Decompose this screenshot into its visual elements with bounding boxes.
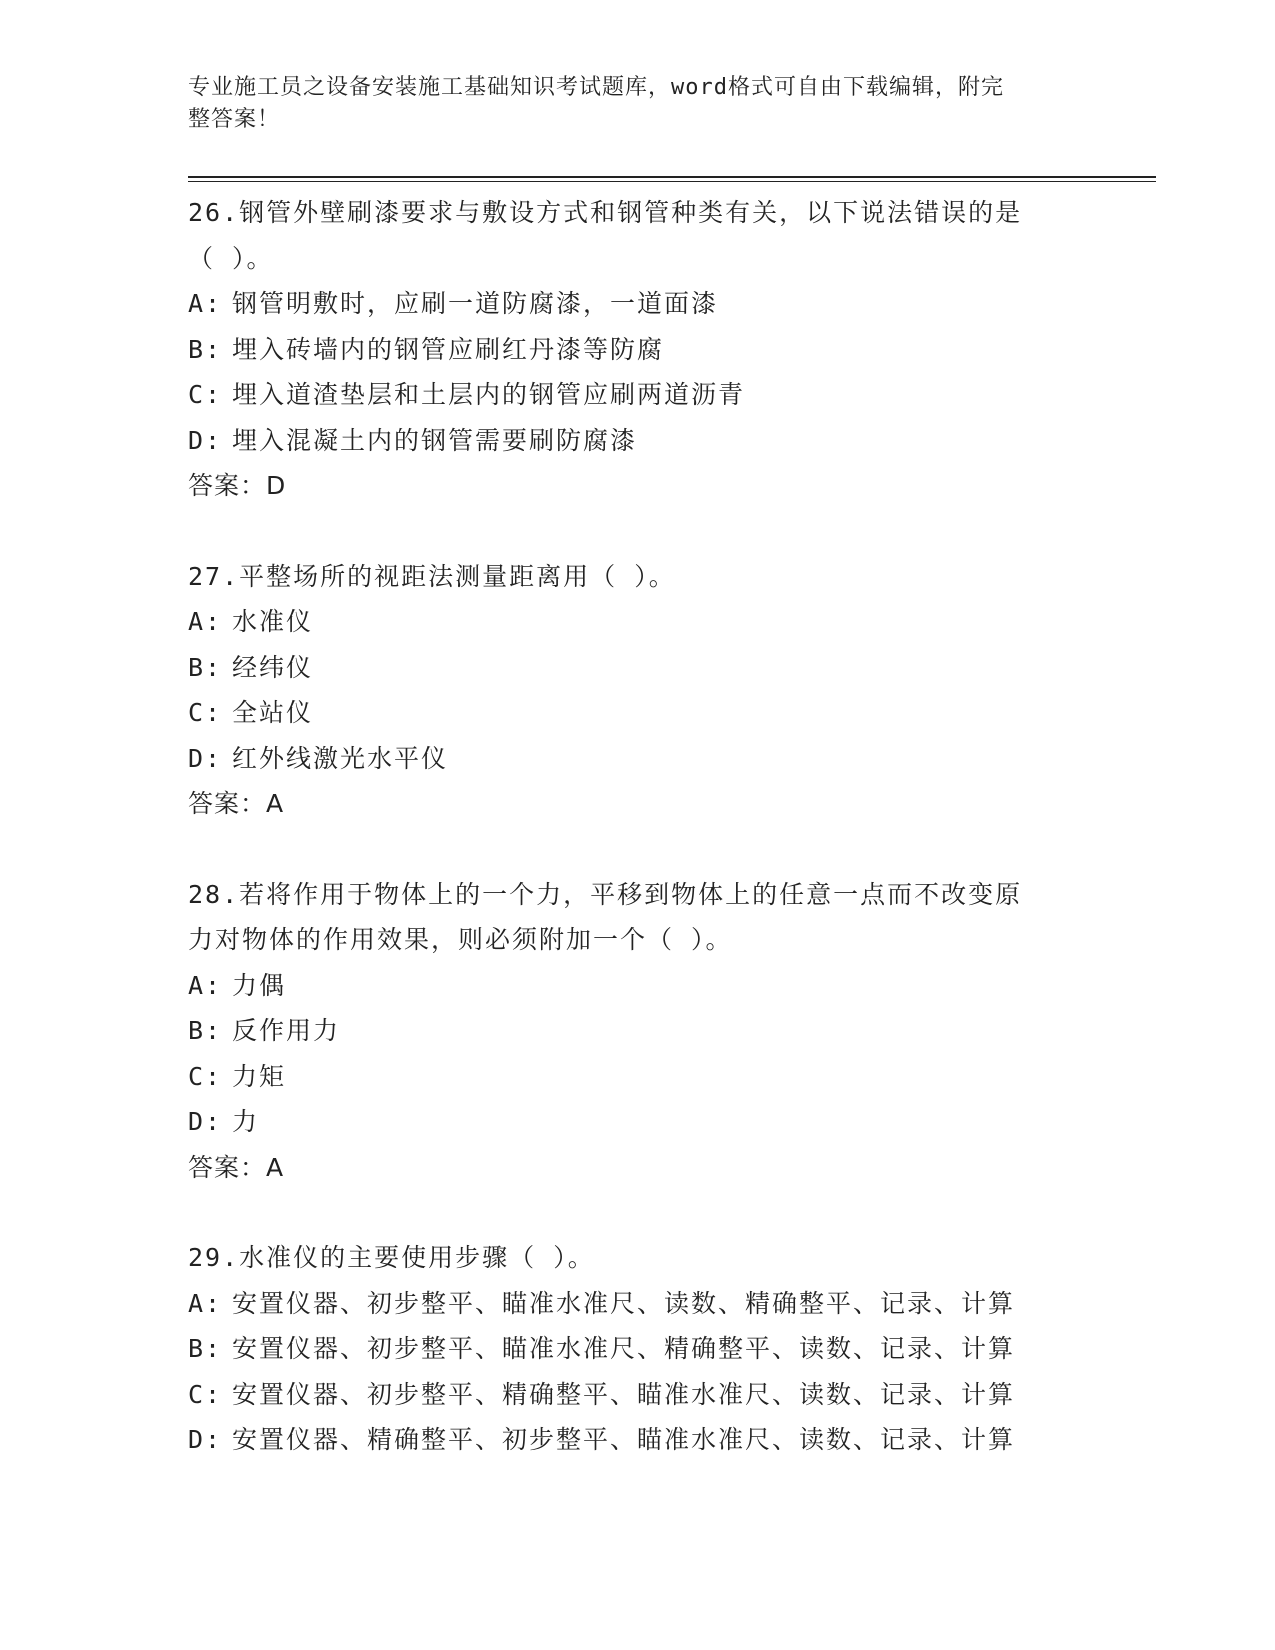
option-text: 钢管明敷时，应刷一道防腐漆，一道面漆 [232, 289, 719, 318]
option-text: 安置仪器、初步整平、瞄准水准尺、精确整平、读数、记录、计算 [232, 1334, 1016, 1363]
header-line-2: 整答案！ [188, 107, 281, 132]
option-text: 力矩 [232, 1061, 287, 1091]
option-text: 埋入道渣垫层和土层内的钢管应刷两道沥青 [232, 380, 746, 409]
option-b [188, 645, 1088, 691]
option-c [188, 1372, 1088, 1418]
question-29 [188, 1235, 1088, 1463]
option-a [188, 599, 1088, 645]
option-text: 水准仪 [232, 607, 314, 636]
option-letter: D: [188, 743, 223, 773]
option-d [188, 736, 1088, 782]
question-stem: 27.平整场所的视距法测量距离用（ ）。 [188, 561, 676, 591]
option-letter: C: [188, 698, 223, 727]
question-stem: 29.水准仪的主要使用步骤（ ）。 [188, 1243, 595, 1272]
option-letter: C: [188, 380, 223, 409]
option-a [188, 1281, 1088, 1327]
option-d [188, 1099, 1088, 1145]
option-letter: C: [188, 1061, 223, 1091]
question-stem: 28.若将作用于物体上的一个力，平移到物体上的任意一点而不改变原 [188, 879, 1023, 909]
option-letter: A: [188, 970, 223, 1000]
option-text: 经纬仪 [232, 652, 314, 682]
option-text: 红外线激光水平仪 [232, 743, 449, 773]
option-b [188, 1326, 1088, 1372]
header-line-1: 专业施工员之设备安装施工基础知识考试题库，word格式可自由下载编辑，附完 [188, 75, 1004, 100]
option-letter: B: [188, 334, 223, 364]
option-letter: A: [188, 289, 223, 318]
option-text: 埋入混凝土内的钢管需要刷防腐漆 [232, 425, 638, 455]
option-letter: A: [188, 607, 223, 636]
answer-line: 答案：A [188, 1152, 285, 1182]
question-spacer [188, 1190, 1088, 1235]
option-letter: D: [188, 425, 223, 455]
question-27 [188, 554, 1088, 827]
option-letter: A: [188, 1288, 223, 1318]
option-text: 安置仪器、精确整平、初步整平、瞄准水准尺、读数、记录、计算 [232, 1425, 1016, 1454]
option-b [188, 1008, 1088, 1054]
option-text: 埋入砖墙内的钢管应刷红丹漆等防腐 [232, 334, 665, 364]
option-text: 力偶 [232, 970, 287, 1000]
answer-line: 答案：D [188, 471, 287, 500]
question-26 [188, 190, 1088, 509]
option-letter: B: [188, 1334, 223, 1363]
answer-line: 答案：A [188, 789, 285, 818]
header-divider [188, 176, 1156, 182]
option-text: 安置仪器、初步整平、瞄准水准尺、读数、精确整平、记录、计算 [232, 1288, 1016, 1318]
option-c [188, 372, 1088, 418]
option-letter: D: [188, 1425, 223, 1454]
option-letter: C: [188, 1379, 223, 1409]
option-text: 反作用力 [232, 1016, 341, 1045]
option-letter: D: [188, 1107, 223, 1136]
question-stem-continued: （ ）。 [188, 243, 274, 273]
question-spacer [188, 509, 1088, 554]
option-c [188, 1054, 1088, 1100]
option-letter: B: [188, 652, 223, 682]
question-stem: 26.钢管外壁刷漆要求与敷设方式和钢管种类有关，以下说法错误的是 [188, 198, 1023, 227]
option-a [188, 963, 1088, 1009]
option-text: 全站仪 [232, 698, 314, 727]
option-text: 力 [232, 1107, 260, 1136]
question-stem-continued: 力对物体的作用效果，则必须附加一个（ ）。 [188, 925, 733, 954]
option-text: 安置仪器、初步整平、精确整平、瞄准水准尺、读数、记录、计算 [232, 1379, 1016, 1409]
option-letter: B: [188, 1016, 223, 1045]
option-d [188, 1417, 1088, 1463]
option-d [188, 418, 1088, 464]
question-28 [188, 872, 1088, 1191]
question-list [188, 190, 1088, 1463]
question-spacer [188, 827, 1088, 872]
option-c [188, 690, 1088, 736]
option-b [188, 327, 1088, 373]
document-header [188, 72, 1068, 136]
option-a [188, 281, 1088, 327]
